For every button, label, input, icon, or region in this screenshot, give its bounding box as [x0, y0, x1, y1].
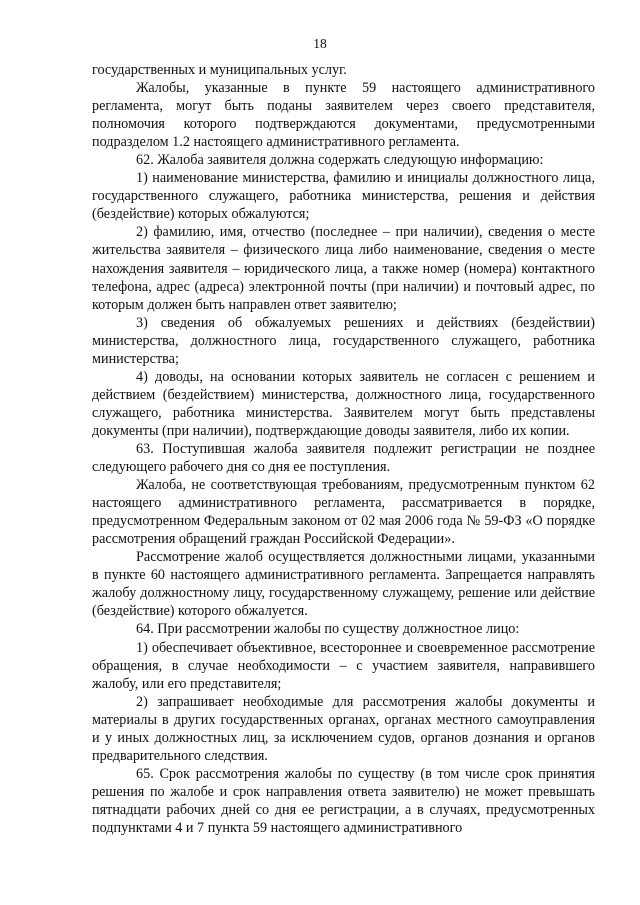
paragraph-complaint-review-officials: Рассмотрение жалоб осуществляется должностными лицами, указанными в пункте 60 настоящего административного регламента. Запрещается направлять жалобу должностному лицу, государственному служащему, решение или действие (бездействие) которого обжалуется. — [92, 549, 595, 620]
paragraph-64-item-1: 1) обеспечивает объективное, всестороннее и своевременное рассмотрение обращения, в случае необходимости – с участием заявителя, направившего жалобу, или его представителя; — [92, 639, 595, 692]
paragraph-62-item-2: 2) фамилию, имя, отчество (последнее – при наличии), сведения о месте жительства заявителя – физического лица либо наименование, сведения о месте нахождения заявителя – юридического лица, а также номер (номера) контактного телефона, адрес (адреса) электронной почты (при наличии) и почтовый адрес, по которым должен быть направлен ответ заявителю; — [92, 224, 595, 313]
paragraph-62-item-1: 1) наименование министерства, фамилию и инициалы должностного лица, государственного служащего, работника министерства, решения и действия (бездействие) которых обжалуются; — [92, 170, 595, 223]
page-number: 18 — [313, 36, 327, 51]
paragraph-continuation: государственных и муниципальных услуг. — [92, 62, 347, 78]
document-body — [92, 61, 595, 837]
paragraph-62-item-3: 3) сведения об обжалуемых решениях и действиях (бездействии) министерства, должностного лица, государственного служащего, работника министерства; — [92, 314, 595, 367]
paragraph-non-compliant-complaint: Жалоба, не соответствующая требованиям, предусмотренным пунктом 62 настоящего административного регламента, рассматривается в порядке, предусмотренном Федеральным законом от 02 мая 2006 года № 59-ФЗ «О порядке рассмотрения обращений граждан Российской Федерации». — [92, 477, 595, 548]
paragraph-62-item-4: 4) доводы, на основании которых заявитель не согласен с решением и действием (бездействием) министерства, должностного лица, государственного служащего, работника министерства. Заявителем могут быть представлены документы (при наличии), подтверждающие доводы заявителя, либо их копии. — [92, 368, 595, 439]
paragraph-64-item-2: 2) запрашивает необходимые для рассмотрения жалобы документы и материалы в других государственных органах, органах местного самоуправления и у иных должностных лиц, за исключением судов, органов дознания и органов предварительного следствия. — [92, 693, 595, 764]
paragraph-65: 65. Срок рассмотрения жалобы по существу (в том числе срок принятия решения по жалобе и срок направления ответа заявителю) не может превышать пятнадцати рабочих дней со дня ее регистрации, а в случаях, предусмотренных подпунктами 4 и 7 пункта 59 настоящего административного — [92, 765, 595, 836]
paragraph-62-heading: 62. Жалоба заявителя должна содержать следующую информацию: — [136, 152, 544, 169]
paragraph-64-heading: 64. При рассмотрении жалобы по существу должностное лицо: — [136, 621, 520, 638]
paragraph-63: 63. Поступившая жалоба заявителя подлежит регистрации не позднее следующего рабочего дня со дня ее поступления. — [92, 440, 595, 476]
paragraph-representative-complaints: Жалобы, указанные в пункте 59 настоящего административного регламента, могут быть поданы заявителем через своего представителя, полномочия которого подтверждаются документами, предусмотренными подразделом 1.2 настоящего административного регламента. — [92, 80, 595, 151]
